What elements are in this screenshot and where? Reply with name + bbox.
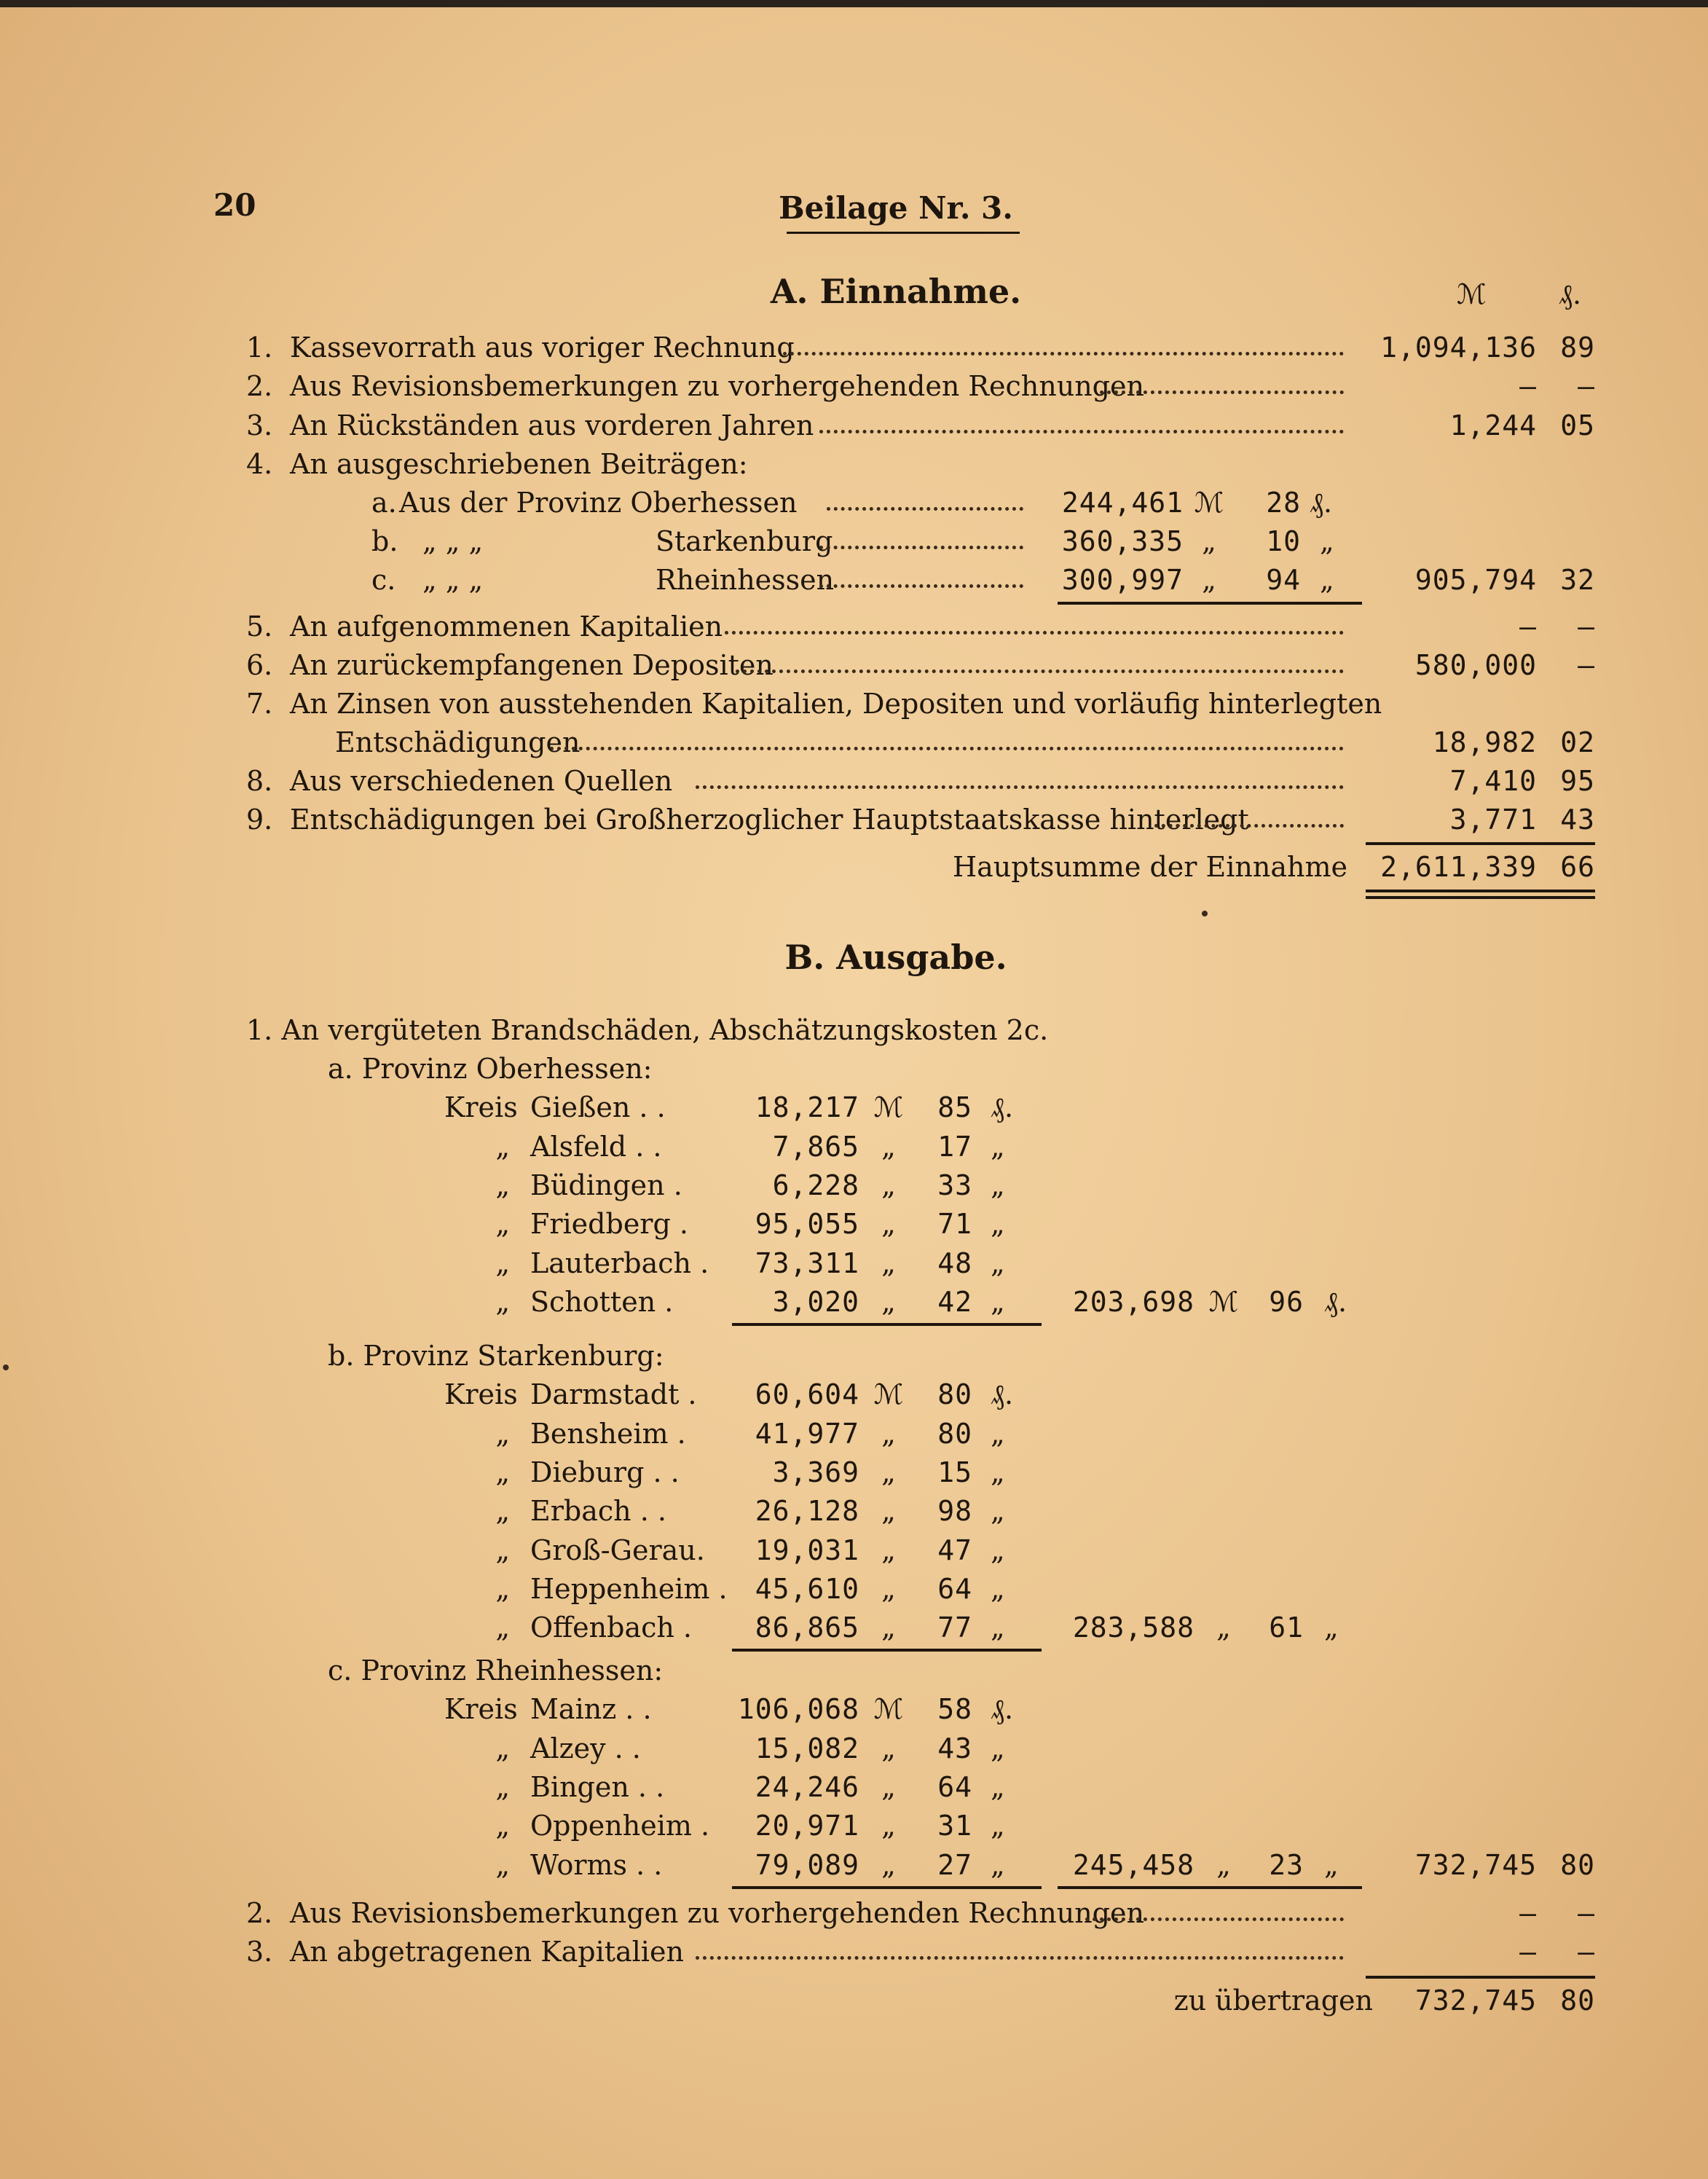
dot-leader <box>783 352 1344 356</box>
amount-mark: — <box>1519 610 1537 643</box>
district-amount-pf: 98 <box>937 1495 972 1527</box>
district-pf-unit: ₰. <box>991 1378 1014 1410</box>
district-pf-unit: „ <box>991 1732 1005 1764</box>
district-mark-unit: „ <box>881 1771 896 1803</box>
district-name: Alsfeld . . <box>530 1131 662 1163</box>
district-pf-unit: ₰. <box>991 1091 1014 1123</box>
district-amount-pf: 71 <box>937 1208 972 1240</box>
district-amount-mark: 18,217 <box>755 1091 859 1123</box>
amount-mark: — <box>1519 370 1537 402</box>
item-text: An abgetragenen Kapitalien <box>290 1936 684 1968</box>
province-label: b. Provinz Starkenburg: <box>328 1340 664 1372</box>
dot-leader <box>696 785 1344 789</box>
amount-pf: — <box>1578 370 1595 402</box>
total-double-rule <box>1366 890 1595 892</box>
district-name: Gießen . . <box>530 1091 666 1123</box>
district-name: Alzey . . <box>530 1732 641 1764</box>
district-pf-unit: „ <box>991 1810 1005 1842</box>
district-name: Schotten . <box>530 1286 674 1318</box>
item-no: 4. <box>246 448 273 480</box>
district-name: Groß-Gerau. <box>530 1534 705 1566</box>
amount-pf: 89 <box>1560 331 1595 364</box>
district-mark-unit: „ <box>881 1849 896 1881</box>
total-label: Hauptsumme der Einnahme <box>952 851 1347 883</box>
district-amount-pf: 80 <box>937 1418 972 1450</box>
district-mark-unit: „ <box>881 1418 896 1450</box>
kreis-label: „ <box>495 1456 510 1488</box>
item-text: Kassevorrath aus voriger Rechnung <box>290 331 795 364</box>
item-no: 8. <box>246 765 273 797</box>
sub-pf-unit: „ <box>1320 564 1334 596</box>
district-name: Worms . . <box>530 1849 663 1881</box>
district-amount-mark: 79,089 <box>755 1849 859 1881</box>
col-mark-header: ℳ <box>1457 278 1487 310</box>
province-sum-pf: 96 <box>1269 1286 1304 1318</box>
amount-mark: 580,000 <box>1414 649 1537 681</box>
district-amount-pf: 17 <box>937 1131 972 1163</box>
kreis-label: „ <box>495 1418 510 1450</box>
district-name: Bingen . . <box>530 1771 665 1803</box>
district-name: Dieburg . . <box>530 1456 680 1488</box>
page-title: Beilage Nr. 3. <box>779 190 1013 226</box>
district-name: Darmstadt . <box>530 1378 697 1410</box>
kreis-label: „ <box>495 1534 510 1566</box>
province-sum-mark-unit: „ <box>1216 1849 1231 1881</box>
item-text: An ausgeschriebenen Beiträgen: <box>290 448 748 480</box>
kreis-label: „ <box>495 1573 510 1605</box>
dot-leader <box>819 584 1023 588</box>
ink-speck <box>3 1365 9 1370</box>
district-amount-mark: 24,246 <box>755 1771 859 1803</box>
district-amount-pf: 31 <box>937 1810 972 1842</box>
district-amount-pf: 64 <box>937 1573 972 1605</box>
district-name: Büdingen . <box>530 1169 682 1201</box>
district-mark-unit: „ <box>881 1456 896 1488</box>
dot-leader <box>1100 390 1344 394</box>
district-name: Offenbach . <box>530 1611 693 1644</box>
amount-mark: 905,794 <box>1414 564 1537 596</box>
district-pf-unit: „ <box>991 1573 1005 1605</box>
amount-pf: — <box>1578 1936 1595 1968</box>
sub-amount-pf: 28 <box>1266 487 1301 519</box>
district-amount-mark: 7,865 <box>772 1131 859 1163</box>
province-label: c. Provinz Rheinhessen: <box>328 1654 664 1687</box>
amount-mark: — <box>1519 1897 1537 1929</box>
district-amount-mark: 19,031 <box>755 1534 859 1566</box>
district-amount-mark: 106,068 <box>737 1693 859 1725</box>
district-amount-mark: 20,971 <box>755 1810 859 1842</box>
carry-label: zu übertragen <box>1173 1984 1373 2017</box>
item-text-continued: Entschädigungen <box>335 726 581 758</box>
district-amount-mark: 6,228 <box>772 1169 859 1201</box>
district-amount-pf: 33 <box>937 1169 972 1201</box>
item1-total-mark: 732,745 <box>1414 1849 1537 1881</box>
item-no: 3. <box>246 409 273 441</box>
district-amount-mark: 3,369 <box>772 1456 859 1488</box>
district-amount-mark: 73,311 <box>755 1247 859 1279</box>
dot-leader <box>827 507 1023 511</box>
district-mark-unit: „ <box>881 1534 896 1566</box>
district-mark-unit: „ <box>881 1131 896 1163</box>
item-text: Entschädigungen bei Großherzoglicher Hauptstaatskasse hinterlegt <box>290 804 1249 836</box>
province-sum-mark: 283,588 <box>1072 1611 1195 1644</box>
district-pf-unit: „ <box>991 1456 1005 1488</box>
district-name: Lauterbach . <box>530 1247 709 1279</box>
district-amount-mark: 41,977 <box>755 1418 859 1450</box>
subtotal-rule <box>1058 602 1362 605</box>
dot-leader <box>550 747 1344 750</box>
kreis-label: „ <box>495 1208 510 1240</box>
total-mark: 2,611,339 <box>1380 851 1537 883</box>
ditto-marks: „ „ „ <box>422 525 484 557</box>
province-sum-pf-unit: „ <box>1324 1849 1339 1881</box>
carry-rule <box>1366 1976 1595 1979</box>
item-text: An Zinsen von ausstehenden Kapitalien, Depositen und vorläufig hinterlegten <box>290 688 1382 720</box>
item-no: 5. <box>246 610 273 643</box>
kreis-label: „ <box>495 1131 510 1163</box>
top-border <box>0 0 1708 7</box>
province-sum-mark: 203,698 <box>1072 1286 1195 1318</box>
item1-total-pf: 80 <box>1560 1849 1595 1881</box>
district-pf-unit: „ <box>991 1418 1005 1450</box>
district-amount-pf: 43 <box>937 1732 972 1764</box>
district-amount-pf: 80 <box>937 1378 972 1410</box>
sub-mark-unit: „ <box>1202 525 1216 557</box>
amount-pf: 43 <box>1560 804 1595 836</box>
district-mark-unit: „ <box>881 1247 896 1279</box>
province-label: a. Provinz Oberhessen: <box>328 1053 653 1085</box>
item-text: Aus Revisionsbemerkungen zu vorhergehenden Rechnungen <box>290 370 1144 402</box>
dot-leader <box>725 631 1344 635</box>
total-pf: 66 <box>1560 851 1595 883</box>
kreis-label: Kreis <box>444 1693 518 1725</box>
sub-amount-mark: 360,335 <box>1061 525 1184 557</box>
district-pf-unit: „ <box>991 1771 1005 1803</box>
sub-pf-unit: „ <box>1320 525 1334 557</box>
kreis-label: „ <box>495 1611 510 1644</box>
district-amount-mark: 95,055 <box>755 1208 859 1240</box>
district-pf-unit: „ <box>991 1169 1005 1201</box>
total-rule <box>1366 842 1595 845</box>
amount-mark: — <box>1519 1936 1537 1968</box>
kreis-label: „ <box>495 1771 510 1803</box>
ausgabe-item-1: 1. An vergüteten Brandschäden, Abschätzungskosten 2c. <box>246 1014 1049 1046</box>
sub-amount-mark: 244,461 <box>1061 487 1184 519</box>
item-text: An aufgenommenen Kapitalien <box>290 610 723 643</box>
province-subtotal-rule <box>732 1323 1042 1326</box>
kreis-label: „ <box>495 1286 510 1318</box>
dot-leader <box>1154 824 1344 828</box>
item-no: 9. <box>246 804 273 836</box>
kreis-label: „ <box>495 1247 510 1279</box>
kreis-label: Kreis <box>444 1091 518 1123</box>
district-amount-pf: 48 <box>937 1247 972 1279</box>
item-no: 3. <box>246 1936 273 1968</box>
district-amount-mark: 86,865 <box>755 1611 859 1644</box>
district-amount-pf: 85 <box>937 1091 972 1123</box>
sub-label: b. <box>371 525 398 557</box>
district-amount-mark: 3,020 <box>772 1286 859 1318</box>
district-amount-pf: 42 <box>937 1286 972 1318</box>
item-text: Aus verschiedenen Quellen <box>290 765 673 797</box>
district-pf-unit: ₰. <box>991 1693 1014 1725</box>
sub-text: Starkenburg <box>656 525 833 557</box>
amount-mark: 1,244 <box>1449 409 1537 441</box>
item-no: 1. <box>246 331 273 364</box>
amount-pf: 32 <box>1560 564 1595 596</box>
district-mark-unit: „ <box>881 1732 896 1764</box>
district-name: Heppenheim . <box>530 1573 728 1605</box>
district-name: Bensheim . <box>530 1418 686 1450</box>
district-amount-mark: 15,082 <box>755 1732 859 1764</box>
district-amount-mark: 45,610 <box>755 1573 859 1605</box>
amount-pf: 02 <box>1560 726 1595 758</box>
province-sum-mark: 245,458 <box>1072 1849 1195 1881</box>
dot-leader <box>696 1956 1344 1960</box>
province-sum-mark-unit: ℳ <box>1208 1286 1239 1318</box>
province-sum-pf-unit: ₰. <box>1324 1286 1347 1318</box>
sub-text: Aus der Provinz Oberhessen <box>399 487 798 519</box>
district-pf-unit: „ <box>991 1495 1005 1527</box>
ausgabe-heading: B. Ausgabe. <box>784 938 1007 977</box>
amount-mark: 3,771 <box>1449 804 1537 836</box>
dot-leader <box>736 670 1344 673</box>
amount-mark: 18,982 <box>1432 726 1537 758</box>
district-mark-unit: „ <box>881 1573 896 1605</box>
province-sum-pf-unit: „ <box>1324 1611 1339 1644</box>
dot-leader <box>1085 1917 1344 1921</box>
district-mark-unit: „ <box>881 1208 896 1240</box>
ditto-marks: „ „ „ <box>422 564 484 596</box>
sub-pf-unit: ₰. <box>1310 487 1333 519</box>
kreis-label: Kreis <box>444 1378 518 1410</box>
carry-mark: 732,745 <box>1414 1984 1537 2017</box>
sub-label: c. <box>371 564 396 596</box>
district-mark-unit: ℳ <box>873 1378 904 1410</box>
district-mark-unit: ℳ <box>873 1091 904 1123</box>
total-double-rule <box>1366 896 1595 899</box>
district-mark-unit: „ <box>881 1286 896 1318</box>
district-name: Erbach . . <box>530 1495 666 1527</box>
district-amount-pf: 58 <box>937 1693 972 1725</box>
title-underline <box>787 232 1020 234</box>
district-pf-unit: „ <box>991 1131 1005 1163</box>
district-mark-unit: „ <box>881 1495 896 1527</box>
district-amount-pf: 27 <box>937 1849 972 1881</box>
district-mark-unit: „ <box>881 1810 896 1842</box>
district-amount-pf: 47 <box>937 1534 972 1566</box>
amount-mark: 7,410 <box>1449 765 1537 797</box>
kreis-label: „ <box>495 1495 510 1527</box>
kreis-label: „ <box>495 1849 510 1881</box>
ink-speck <box>1202 911 1208 916</box>
district-mark-unit: „ <box>881 1169 896 1201</box>
province-sum-pf: 23 <box>1269 1849 1304 1881</box>
district-name: Mainz . . <box>530 1693 652 1725</box>
district-amount-mark: 60,604 <box>755 1378 859 1410</box>
province-sum-pf: 61 <box>1269 1611 1304 1644</box>
district-mark-unit: „ <box>881 1611 896 1644</box>
province-sum-mark-unit: „ <box>1216 1611 1231 1644</box>
item-no: 6. <box>246 649 273 681</box>
amount-pf: — <box>1578 649 1595 681</box>
col-pf-header: ₰. <box>1559 278 1582 310</box>
sub-text: Rheinhessen <box>656 564 835 596</box>
sub-mark-unit: „ <box>1202 564 1216 596</box>
item-no: 2. <box>246 370 273 402</box>
kreis-label: „ <box>495 1810 510 1842</box>
district-amount-mark: 26,128 <box>755 1495 859 1527</box>
sub-amount-pf: 10 <box>1266 525 1301 557</box>
item-text: An zurückempfangenen Depositen <box>290 649 774 681</box>
sub-amount-mark: 300,997 <box>1061 564 1184 596</box>
item-text: An Rückständen aus vorderen Jahren <box>290 409 814 441</box>
district-amount-pf: 64 <box>937 1771 972 1803</box>
carry-pf: 80 <box>1560 1984 1595 2017</box>
district-name: Friedberg . <box>530 1208 688 1240</box>
province-subtotal-rule <box>732 1886 1042 1889</box>
district-amount-pf: 15 <box>937 1456 972 1488</box>
kreis-label: „ <box>495 1732 510 1764</box>
einnahme-heading: A. Einnahme. <box>770 272 1022 311</box>
amount-mark: 1,094,136 <box>1380 331 1537 364</box>
dot-leader <box>819 546 1023 549</box>
district-mark-unit: ℳ <box>873 1693 904 1725</box>
district-pf-unit: „ <box>991 1611 1005 1644</box>
amount-pf: — <box>1578 610 1595 643</box>
amount-pf: — <box>1578 1897 1595 1929</box>
item-text: Aus Revisionsbemerkungen zu vorhergehenden Rechnungen <box>290 1897 1144 1929</box>
amount-pf: 95 <box>1560 765 1595 797</box>
district-pf-unit: „ <box>991 1849 1005 1881</box>
province-subtotal-rule <box>732 1649 1042 1652</box>
district-pf-unit: „ <box>991 1286 1005 1318</box>
sub-amount-pf: 94 <box>1266 564 1301 596</box>
district-pf-unit: „ <box>991 1208 1005 1240</box>
district-pf-unit: „ <box>991 1534 1005 1566</box>
item-no: 7. <box>246 688 273 720</box>
sub-label: a. <box>371 487 397 519</box>
page-number: 20 <box>213 187 256 223</box>
district-name: Oppenheim . <box>530 1810 710 1842</box>
amount-pf: 05 <box>1560 409 1595 441</box>
item-no: 2. <box>246 1897 273 1929</box>
district-pf-unit: „ <box>991 1247 1005 1279</box>
province-total-rule <box>1058 1886 1362 1889</box>
district-amount-pf: 77 <box>937 1611 972 1644</box>
dot-leader <box>819 430 1344 433</box>
sub-mark-unit: ℳ <box>1194 487 1224 519</box>
kreis-label: „ <box>495 1169 510 1201</box>
